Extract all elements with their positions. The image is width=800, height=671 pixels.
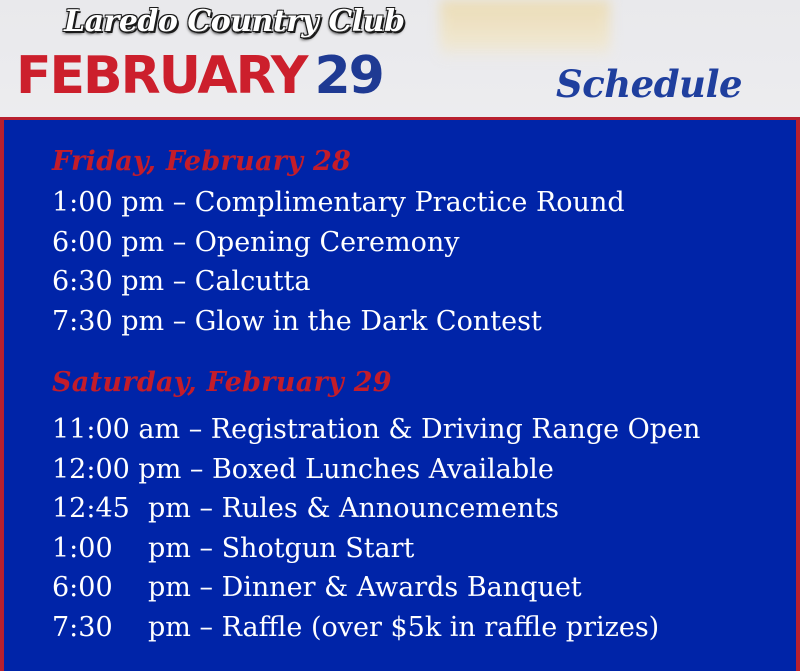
background-image <box>440 0 610 60</box>
item-time: 11:00 <box>52 414 130 445</box>
item-time: 7:30 pm <box>52 305 165 337</box>
list-item: 6:00 pm – Opening Ceremony <box>52 226 460 258</box>
schedule-panel <box>0 117 800 671</box>
list-item: 12:45 pm – Rules & Announcements <box>52 489 700 529</box>
club-name: Laredo Country Club <box>64 4 405 39</box>
item-event: Glow in the Dark Contest <box>194 305 542 337</box>
list-item: 6:00 pm – Dinner & Awards Banquet <box>52 568 700 608</box>
list-item: 6:30 pm – Calcutta <box>52 266 311 297</box>
headline-day: 29 <box>314 46 383 106</box>
item-time: 6:30 pm <box>52 266 165 297</box>
item-period: am <box>138 414 181 445</box>
item-event: Shotgun Start <box>221 532 415 564</box>
friday-heading: Friday, February 28 <box>52 146 352 177</box>
friday-list <box>52 183 625 341</box>
list-item: 7:30 pm – Glow in the Dark Contest <box>52 305 542 337</box>
event-date-headline <box>16 46 383 106</box>
item-period: pm <box>148 532 191 564</box>
item-event: Complimentary Practice Round <box>194 187 625 218</box>
list-item: 12:00 pm – Boxed Lunches Available <box>52 453 554 485</box>
list-item: 7:30 pm – Raffle (over $5k in raffle prizes) <box>52 608 700 648</box>
item-event: Opening Ceremony <box>194 226 460 258</box>
item-time: 12:00 <box>52 453 130 485</box>
item-period: pm <box>148 572 191 603</box>
list-item: 1:00 pm – Shotgun Start <box>52 529 700 569</box>
item-time: 6:00 <box>52 572 113 603</box>
saturday-list <box>52 410 700 647</box>
list-item: 1:00 pm – Complimentary Practice Round <box>52 187 625 218</box>
saturday-heading: Saturday, February 29 <box>52 367 392 398</box>
item-period: pm <box>148 611 191 643</box>
item-time: 6:00 pm <box>52 226 165 258</box>
item-event: Calcutta <box>194 266 311 297</box>
item-event: Raffle (over $5k in raffle prizes) <box>221 611 660 643</box>
item-time: 7:30 <box>52 611 113 643</box>
item-event: Registration & Driving Range Open <box>210 414 701 445</box>
item-event: Dinner & Awards Banquet <box>221 572 582 603</box>
schedule-title: Schedule <box>556 62 743 106</box>
list-item: 11:00 am – Registration & Driving Range Open <box>52 414 701 445</box>
headline-month: FEBRUARY <box>16 46 307 106</box>
item-period: pm <box>138 453 182 485</box>
item-event: Rules & Announcements <box>221 493 560 524</box>
item-event: Boxed Lunches Available <box>211 453 554 485</box>
item-time: 12:45 <box>52 493 130 524</box>
item-period: pm <box>148 493 191 524</box>
item-time: 1:00 <box>52 532 113 564</box>
item-time: 1:00 pm <box>52 187 165 218</box>
